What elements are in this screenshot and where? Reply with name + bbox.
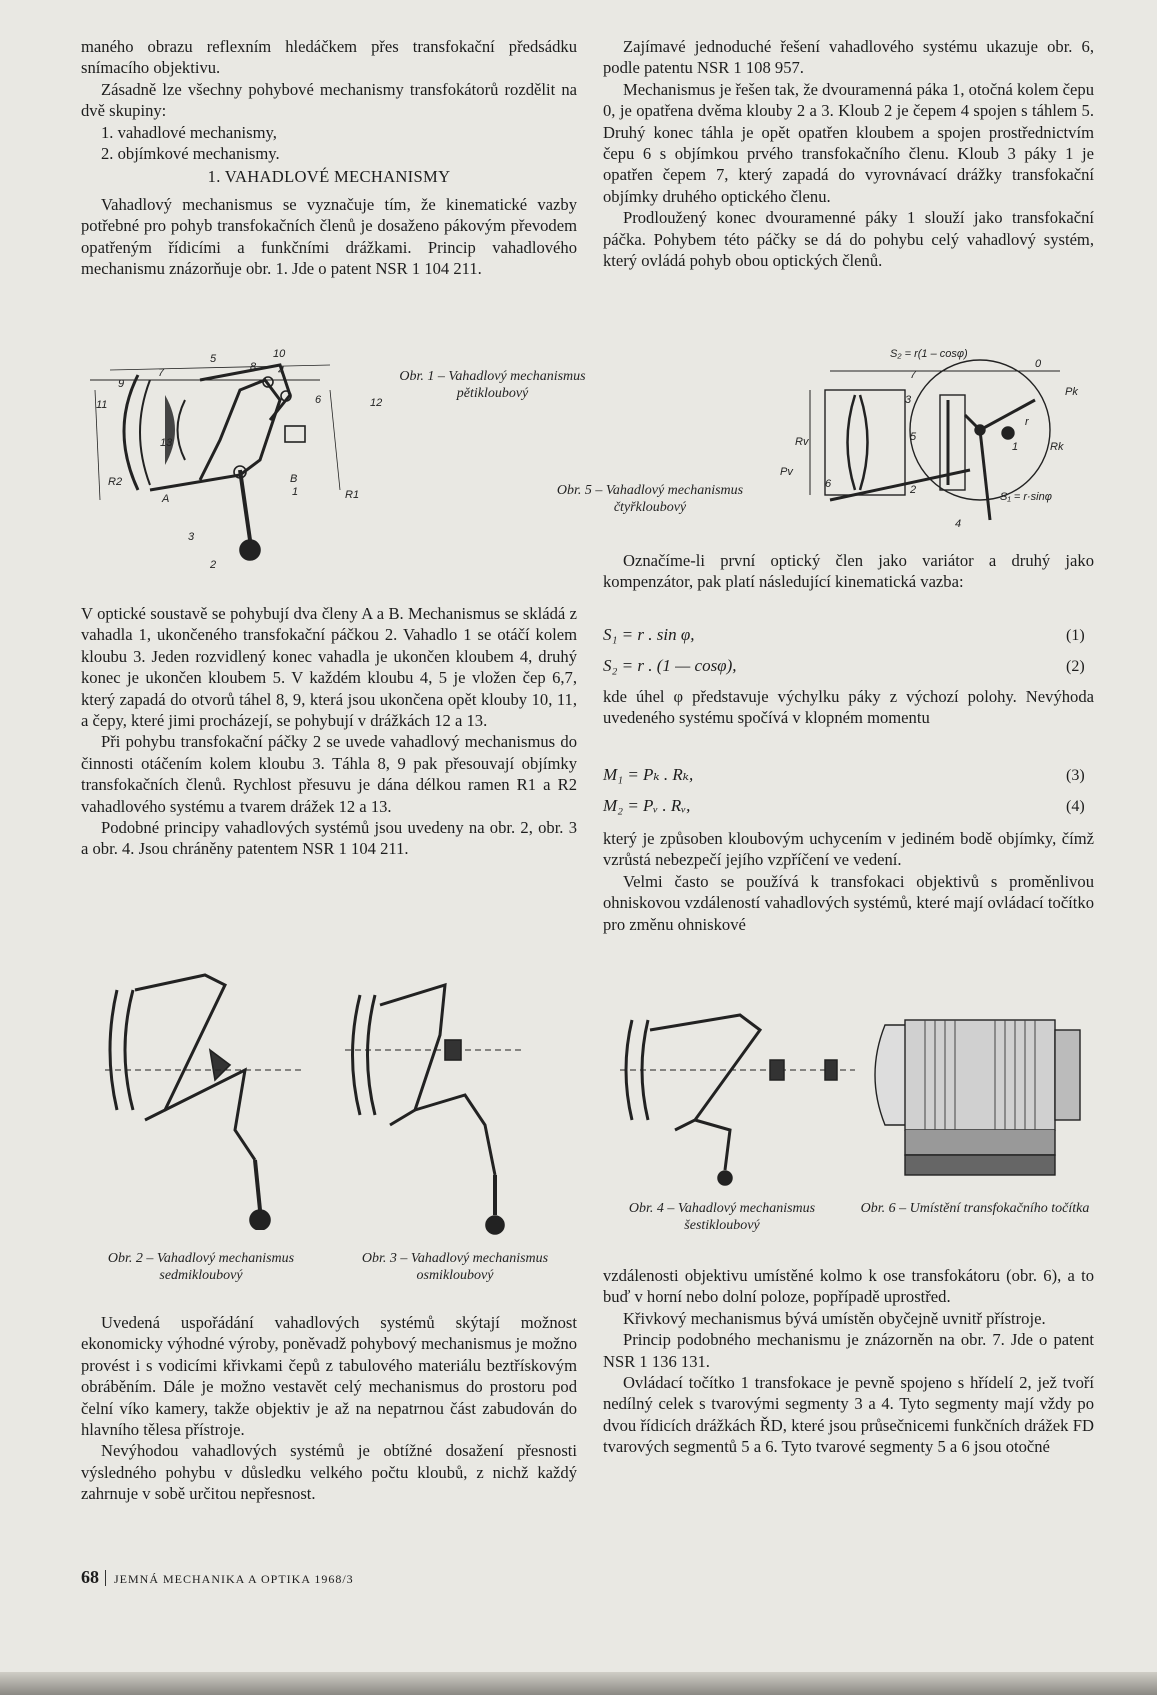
fig1-label: 13 bbox=[160, 437, 173, 449]
right-column-bottom bbox=[603, 1265, 1094, 1458]
paragraph: Prodloužený konec dvouramenné páky 1 slouží jako transfokační páčka. Pohybem této páčky se dá do pohybu celý vahadlový systém, který ovládá pohyb obou optických členů. bbox=[603, 208, 1094, 271]
fig5-label: r bbox=[1025, 416, 1029, 428]
equation-1: S₁ = r . sin φ, bbox=[603, 625, 695, 644]
page-number: 68 bbox=[81, 1567, 99, 1587]
figure-1-diagram bbox=[90, 340, 390, 585]
fig1-label: 8 bbox=[250, 361, 257, 373]
paragraph: Vahadlový mechanismus se vyznačuje tím, že kinematické vazby potřebné pro pohyb transfokačních členů je dosaženo pákovým převodem opatřeným řídicími a funkčními drážkami. Princip vahadlového mechanismu znázorňuje obr. 1. Jde o patent NSR 1 104 211. bbox=[81, 194, 577, 279]
fig1-label: R1 bbox=[345, 489, 360, 501]
right-column-middle-2 bbox=[603, 686, 1094, 729]
fig1-label: R2 bbox=[108, 476, 123, 488]
fig5-label: 0 bbox=[1035, 358, 1042, 370]
paragraph: Mechanismus je řešen tak, že dvouramenná páka 1, otočná kolem čepu 0, je opatřena dvěma klouby 2 a 3. Kloub 2 je čepem 4 spojen s táhlem 5. Druhý konec táhla je opět opatřen kloubem a spojen prostřednictvím čepu 6 s objímkou prvého transfokačního členu. Kloub 3 páky 1 je opatřen čepem 7, který zapadá do vyrovnávací drážky transfokační objímky druhého optického členu. bbox=[603, 79, 1094, 206]
paragraph: Princip podobného mechanismu je znázorněn na obr. 7. Jde o patent NSR 1 136 131. bbox=[603, 1330, 1094, 1371]
paragraph: Uvedená uspořádání vahadlových systémů skýtají možnost ekonomicky výhodné výroby, poněvadž pohybový mechanismus je možno provést i s vodicími křivkami čepů z tabulového materiálu beztřískovým obráběním. Dále je možno vestavět celý mechanismus do prostoru pod čelní víko kamery, takže objektiv je až na nepatrnou část zabudován do hlavního tělesa přístroje. bbox=[81, 1313, 577, 1440]
paragraph: Zajímavé jednoduché řešení vahadlového systému ukazuje obr. 6, podle patentu NSR 1 108 957. bbox=[603, 37, 1094, 78]
equation-3: M₁ = Pₖ . Rₖ, bbox=[603, 765, 694, 784]
fig5-label: 6 bbox=[825, 478, 832, 490]
list-item: 2. objímkové mechanismy. bbox=[101, 144, 280, 164]
figure-6-caption: Obr. 6 – Umístění transfokačního točítka bbox=[860, 1201, 1090, 1216]
figure-4-diagram bbox=[620, 1000, 860, 1190]
paragraph: kde úhel φ představuje výchylku páky z výchozí polohy. Nevýhoda uvedeného systému spočívá v klopném momentu bbox=[603, 687, 1094, 728]
fig1-label: B bbox=[290, 473, 298, 485]
paragraph: Velmi často se používá k transfokaci objektivů s proměnlivou ohniskovou vzdáleností vahadlových systémů, které mají ovládací točítko pro změnu ohniskové bbox=[603, 871, 1094, 934]
figure-5-diagram bbox=[770, 345, 1095, 535]
paragraph: Označíme-li první optický člen jako variátor a druhý jako kompenzátor, pak platí následující kinematická vazba: bbox=[603, 551, 1094, 592]
page-footer bbox=[81, 1567, 354, 1588]
figure-1-caption: Obr. 1 – Vahadlový mechanismus pětikloubový bbox=[399, 369, 586, 401]
fig1-label: 7 bbox=[158, 367, 165, 379]
fig1-label: 4 bbox=[278, 365, 285, 377]
paragraph: maného obrazu reflexním hledáčkem přes transfokační předsádku snímacího objektivu. bbox=[81, 37, 577, 78]
page-edge-shadow bbox=[0, 1672, 1157, 1695]
fig5-label: 1 bbox=[1012, 441, 1019, 453]
fig1-label: 10 bbox=[273, 348, 286, 360]
paragraph: Ovládací točítko 1 transfokace je pevně spojeno s hřídelí 2, jež tvoří nedílný celek s tvarovými segmenty 3 a 4. Tyto segmenty mají vždy po dvou řídicích drážkách ŘD, které jsou průsečnicemi funkčních drážek FD tvarových segmentů 5 a 6. Tyto tvarové segmenty 5 a 6 jsou otočné bbox=[603, 1373, 1094, 1457]
right-column-middle-3 bbox=[603, 828, 1094, 935]
fig5-label: 7 bbox=[910, 369, 917, 381]
fig5-label: Pk bbox=[1065, 386, 1078, 398]
paragraph: Křivkový mechanismus bývá umístěn obyčejně uvnitř přístroje. bbox=[623, 1308, 1046, 1328]
paragraph: Nevýhodou vahadlových systémů je obtížné dosažení přesnosti výsledného pohybu v důsledku velkého počtu kloubů, z nichž každý zahrnuje v sobě určitou nepřesnost. bbox=[81, 1441, 577, 1504]
paragraph: který je způsoben kloubovým uchycením v jediném bodě objímky, čímž vzrůstá nebezpečí jejího vzpříčení ve vedení. bbox=[603, 829, 1094, 870]
paragraph: vzdálenosti objektivu umístěné kolmo k ose transfokátoru (obr. 6), a to buď v horní nebo dolní poloze, popřípadě uprostřed. bbox=[603, 1266, 1094, 1307]
equation-1-number: (1) bbox=[1066, 627, 1085, 644]
paragraph: Podobné principy vahadlových systémů jsou uvedeny na obr. 2, obr. 3 a obr. 4. Jsou chráněny patentem NSR 1 104 211. bbox=[81, 818, 577, 859]
figure-5-caption: Obr. 5 – Vahadlový mechanismus čtyřkloubový bbox=[556, 483, 744, 515]
fig1-label: 5 bbox=[210, 353, 217, 365]
left-column-middle bbox=[81, 603, 577, 860]
figure-4-caption: Obr. 4 – Vahadlový mechanismus šestikloubový bbox=[628, 1201, 816, 1233]
fig5-label: S₂ = r(1 – cosφ) bbox=[890, 348, 968, 360]
equation-2: S₂ = r . (1 — cosφ), bbox=[603, 656, 737, 675]
left-column-top bbox=[81, 36, 577, 279]
figure-2-caption: Obr. 2 – Vahadlový mechanismus sedmikloubový bbox=[107, 1251, 295, 1283]
right-column-middle bbox=[603, 550, 1094, 593]
paragraph: V optické soustavě se pohybují dva členy A a B. Mechanismus se skládá z vahadla 1, ukončeného transfokační páčkou 2. Vahadlo 1 se otáčí kolem kloubu 3. Jeden rozvidlený konec vahadla je ukončen kloubem 4, druhý konec je ukončen kloubem 5. V každém kloubu 4, 5 je vložen čep 6,7, který zapadá do otvorů táhel 8, 9, která jsou ukončena opět klouby 10, 11, a čepy, které jimi procházejí, se pohybují v drážkách 12 a 13. bbox=[81, 604, 577, 731]
fig5-label: 3 bbox=[905, 394, 912, 406]
fig5-label: 5 bbox=[910, 431, 917, 443]
right-column-top bbox=[603, 36, 1094, 271]
figure-6-diagram bbox=[865, 985, 1095, 1185]
fig1-label: 9 bbox=[118, 378, 125, 390]
paragraph: Zásadně lze všechny pohybové mechanismy transfokátorů rozdělit na dvě skupiny: bbox=[81, 79, 577, 121]
figure-2-diagram bbox=[105, 970, 315, 1230]
figure-3-diagram bbox=[345, 975, 545, 1235]
fig1-label: 3 bbox=[188, 531, 195, 543]
fig1-label: 6 bbox=[315, 394, 322, 406]
figure-3-caption: Obr. 3 – Vahadlový mechanismus osmikloubový bbox=[361, 1251, 549, 1283]
equation-4: M₂ = Pᵥ . Rᵥ, bbox=[603, 796, 691, 815]
fig5-label: Pv bbox=[780, 466, 793, 478]
section-heading: 1. VAHADLOVÉ MECHANISMY bbox=[207, 167, 451, 187]
fig1-label: 1 bbox=[292, 486, 299, 498]
fig1-label: 12 bbox=[370, 397, 383, 409]
equation-3-number: (3) bbox=[1066, 767, 1085, 784]
equation-2-number: (2) bbox=[1066, 658, 1085, 675]
paragraph: Při pohybu transfokační páčky 2 se uvede vahadlový mechanismus do činnosti otáčením kolem kloubu 3. Táhla 8, 9 pak přesouvají objímky transfokačních členů. Rychlost přesuvu je dána délkou ramen R1 a R2 vahadlového systému a tvarem drážek 12 a 13. bbox=[81, 732, 577, 816]
fig5-label: 4 bbox=[955, 518, 962, 530]
equation-4-number: (4) bbox=[1066, 798, 1085, 815]
journal-name: JEMNÁ MECHANIKA A OPTIKA 1968/3 bbox=[114, 1572, 354, 1586]
fig5-label: Rv bbox=[795, 436, 809, 448]
footer-divider bbox=[105, 1570, 106, 1586]
fig1-label: A bbox=[162, 493, 170, 505]
fig5-label: S₁ = r·sinφ bbox=[1000, 491, 1052, 503]
fig1-label: 2 bbox=[210, 559, 217, 571]
left-column-bottom bbox=[81, 1312, 577, 1505]
list-item: 1. vahadlové mechanismy, bbox=[101, 122, 277, 142]
fig5-label: Rk bbox=[1050, 441, 1064, 453]
fig5-label: 2 bbox=[910, 484, 917, 496]
fig1-label: 11 bbox=[96, 399, 108, 411]
